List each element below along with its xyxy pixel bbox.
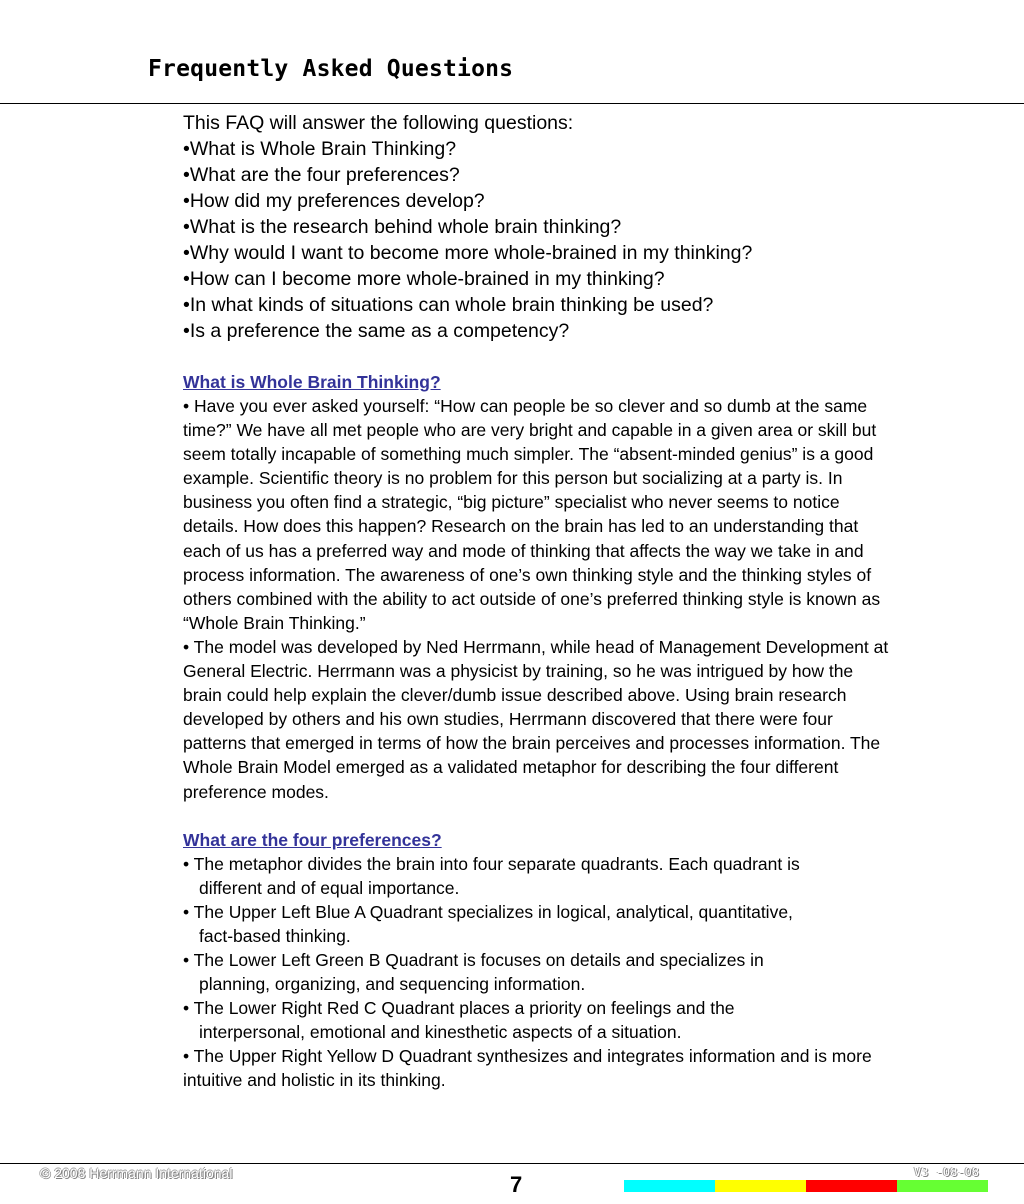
question-item: •What are the four preferences? — [183, 164, 460, 186]
section-heading-whole-brain[interactable]: What is Whole Brain Thinking? — [183, 372, 441, 392]
color-swatch-red — [806, 1180, 897, 1192]
page-number: 7 — [510, 1172, 523, 1197]
question-item: •What is the research behind whole brain thinking? — [183, 216, 622, 238]
preference-bullet: • The Upper Left Blue A Quadrant specializes in logical, analytical, quantitative, fact-based thinking. — [183, 901, 793, 946]
copyright-text: © 2008 Herrmann International — [40, 1165, 233, 1181]
question-item: •How did my preferences develop? — [183, 190, 485, 212]
preference-bullet: • The metaphor divides the brain into four separate quadrants. Each quadrant is different and of equal importance. — [183, 853, 800, 898]
header-divider — [0, 103, 1024, 104]
page-title: Frequently Asked Questions — [148, 56, 514, 82]
preference-bullet: • The Upper Right Yellow D Quadrant synthesizes and integrates information and is more intuitive and holistic in its thinking. — [183, 1046, 872, 1091]
version-label: V3 -08-08 — [914, 1165, 980, 1179]
section-paragraph: • Have you ever asked yourself: “How can people be so clever and so dumb at the same time?” We have all met people who are very bright and capable in a given area or skill but seem totally incapable of something much simpler. The “absent-minded genius” is a good example. Scientific theory is no problem for this person but socializing at a party is. In business you often find a strategic, “big picture” specialist who never seems to notice details. How does this happen? Research on the brain has led to an understanding that each of us has a preferred way and mode of thinking that affects the way we take in and process information. The awareness of one’s own thinking style and the thinking styles of others combined with the ability to act outside of one’s preferred thinking style is known as “Whole Brain Thinking.” — [183, 396, 881, 633]
question-item: •In what kinds of situations can whole brain thinking be used? — [183, 294, 714, 316]
intro-lead: This FAQ will answer the following questions: — [183, 112, 574, 134]
color-swatch-cyan — [624, 1180, 715, 1192]
question-item: •How can I become more whole-brained in my thinking? — [183, 268, 665, 290]
color-swatch-green — [897, 1180, 988, 1192]
question-item: •What is Whole Brain Thinking? — [183, 138, 457, 160]
footer-divider — [0, 1163, 1024, 1164]
preference-bullet: • The Lower Right Red C Quadrant places a priority on feelings and the interpersonal, emotional and kinesthetic aspects of a situation. — [183, 998, 735, 1043]
section-heading-four-preferences[interactable]: What are the four preferences? — [183, 829, 442, 850]
question-item: •Is a preference the same as a competency? — [183, 320, 570, 342]
quadrant-color-bar — [624, 1180, 988, 1192]
preference-bullet: • The Lower Left Green B Quadrant is focuses on details and specializes in planning, organizing, and sequencing information. — [183, 949, 764, 995]
section-paragraph: • The model was developed by Ned Herrmann, while head of Management Development at General Electric. Herrmann was a physicist by training, so he was intrigued by how the brain could help explain the clever/dumb issue described above. Using brain research developed by others and his own studies, Herrmann discovered that there were four patterns that emerged in terms of how the brain perceives and processes information. The Whole Brain Model emerged as a validated metaphor for describing the four different preference modes. — [183, 636, 889, 802]
faq-content — [183, 110, 893, 1093]
question-item: •Why would I want to become more whole-brained in my thinking? — [183, 242, 753, 264]
color-swatch-yellow — [715, 1180, 806, 1192]
